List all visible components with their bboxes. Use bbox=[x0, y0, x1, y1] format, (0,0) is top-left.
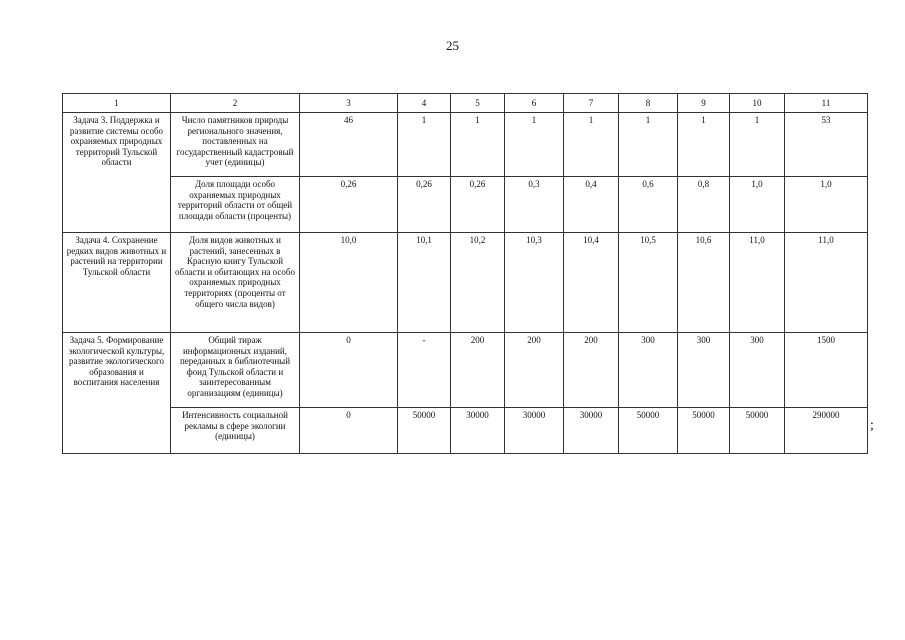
value-cell: 0,6 bbox=[619, 177, 678, 233]
column-number: 8 bbox=[619, 94, 678, 113]
value-cell: 0,26 bbox=[451, 177, 505, 233]
value-cell: 0,4 bbox=[564, 177, 619, 233]
value-cell: 0 bbox=[300, 408, 398, 454]
value-cell: 300 bbox=[730, 333, 785, 408]
value-cell: - bbox=[398, 333, 451, 408]
column-number: 4 bbox=[398, 94, 451, 113]
value-cell: 1,0 bbox=[785, 177, 868, 233]
trailing-semicolon: ; bbox=[870, 418, 874, 433]
value-cell: 200 bbox=[505, 333, 564, 408]
value-cell: 10,0 bbox=[300, 233, 398, 333]
table-row bbox=[63, 177, 868, 233]
value-cell: 0 bbox=[300, 333, 398, 408]
indicator-name-cell: Общий тираж информационных изданий, переданных в библиотечный фонд Тульской области и заинтересованным организациям (единицы) bbox=[171, 333, 300, 408]
value-cell: 1 bbox=[564, 113, 619, 177]
column-number: 1 bbox=[63, 94, 171, 113]
value-cell: 10,2 bbox=[451, 233, 505, 333]
value-cell: 300 bbox=[678, 333, 730, 408]
value-cell: 10,5 bbox=[619, 233, 678, 333]
value-cell: 1 bbox=[678, 113, 730, 177]
value-cell: 53 bbox=[785, 113, 868, 177]
column-number: 7 bbox=[564, 94, 619, 113]
page-number: 25 bbox=[446, 38, 459, 53]
value-cell: 200 bbox=[564, 333, 619, 408]
value-cell: 0,3 bbox=[505, 177, 564, 233]
value-cell: 0,26 bbox=[398, 177, 451, 233]
indicators-table bbox=[62, 93, 868, 454]
column-number: 11 bbox=[785, 94, 868, 113]
column-number: 3 bbox=[300, 94, 398, 113]
value-cell: 1 bbox=[451, 113, 505, 177]
indicator-name-cell: Доля видов животных и растений, занесенных в Красную книгу Тульской области и обитающих на особо охраняемых природных территориях (проценты от общего числа видов) bbox=[171, 233, 300, 333]
value-cell: 10,3 bbox=[505, 233, 564, 333]
value-cell: 50000 bbox=[398, 408, 451, 454]
indicator-name-cell: Число памятников природы регионального значения, поставленных на государственный кадастровый учет (единицы) bbox=[171, 113, 300, 177]
value-cell: 1 bbox=[619, 113, 678, 177]
value-cell: 1 bbox=[398, 113, 451, 177]
indicator-name-cell: Доля площади особо охраняемых природных территорий области от общей площади области (проценты) bbox=[171, 177, 300, 233]
value-cell: 11,0 bbox=[785, 233, 868, 333]
value-cell: 50000 bbox=[678, 408, 730, 454]
table-row bbox=[63, 408, 868, 454]
table-row bbox=[63, 113, 868, 177]
value-cell: 0,26 bbox=[300, 177, 398, 233]
value-cell: 10,4 bbox=[564, 233, 619, 333]
value-cell: 1500 bbox=[785, 333, 868, 408]
column-number: 10 bbox=[730, 94, 785, 113]
column-number-row bbox=[63, 94, 868, 113]
value-cell: 10,6 bbox=[678, 233, 730, 333]
value-cell: 30000 bbox=[564, 408, 619, 454]
value-cell: 1 bbox=[730, 113, 785, 177]
value-cell: 46 bbox=[300, 113, 398, 177]
column-number: 9 bbox=[678, 94, 730, 113]
value-cell: 300 bbox=[619, 333, 678, 408]
value-cell: 290000 bbox=[785, 408, 868, 454]
value-cell: 1,0 bbox=[730, 177, 785, 233]
task-title-cell: Задача 3. Поддержка и развитие системы особо охраняемых природных территорий Тульской области bbox=[63, 113, 171, 233]
value-cell: 30000 bbox=[505, 408, 564, 454]
table-row bbox=[63, 233, 868, 333]
column-number: 5 bbox=[451, 94, 505, 113]
task-title-cell: Задача 4. Сохранение редких видов животных и растений на территории Тульской области bbox=[63, 233, 171, 333]
column-number: 6 bbox=[505, 94, 564, 113]
value-cell: 50000 bbox=[619, 408, 678, 454]
value-cell: 1 bbox=[505, 113, 564, 177]
value-cell: 0,8 bbox=[678, 177, 730, 233]
task-title-cell: Задача 5. Формирование экологической культуры, развитие экологического образования и воспитания населения bbox=[63, 333, 171, 454]
value-cell: 50000 bbox=[730, 408, 785, 454]
value-cell: 30000 bbox=[451, 408, 505, 454]
indicator-name-cell: Интенсивность социальной рекламы в сфере экологии (единицы) bbox=[171, 408, 300, 454]
value-cell: 200 bbox=[451, 333, 505, 408]
value-cell: 10,1 bbox=[398, 233, 451, 333]
table-row bbox=[63, 333, 868, 408]
value-cell: 11,0 bbox=[730, 233, 785, 333]
column-number: 2 bbox=[171, 94, 300, 113]
